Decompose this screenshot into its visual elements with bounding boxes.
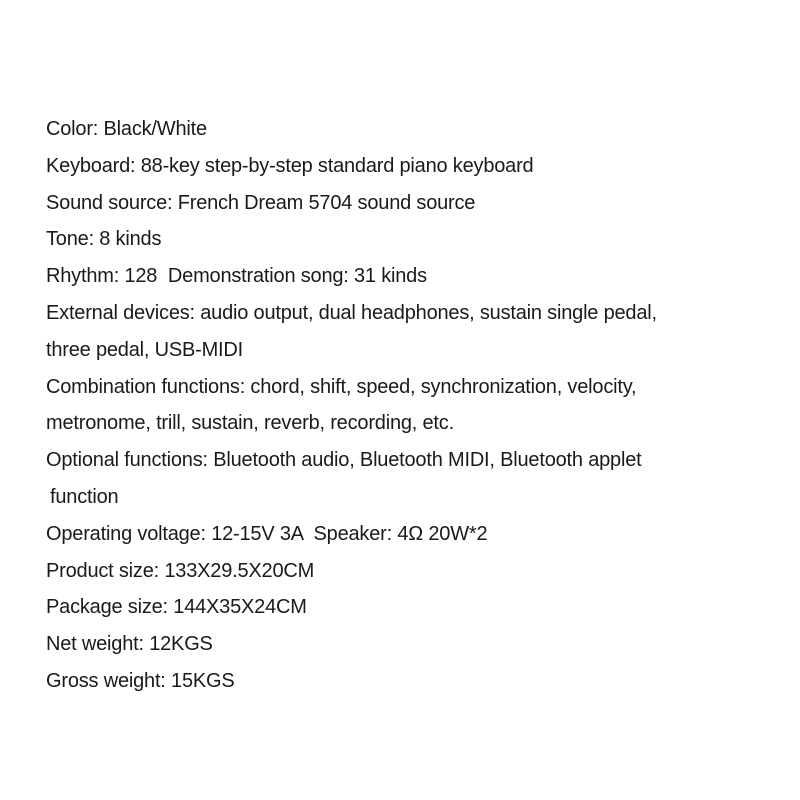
spec-combination-functions-cont: metronome, trill, sustain, reverb, recording, etc. xyxy=(46,412,454,435)
spec-external-devices-cont: three pedal, USB-MIDI xyxy=(46,338,243,361)
spec-color: Color: Black/White xyxy=(46,118,207,140)
spec-rhythm: Rhythm: 128 Demonstration song: 31 kinds xyxy=(46,265,427,288)
spec-optional-functions: Optional functions: Bluetooth audio, Bluetooth MIDI, Bluetooth applet xyxy=(46,449,642,472)
spec-external-devices: External devices: audio output, dual headphones, sustain single pedal, xyxy=(46,301,657,324)
spec-operating-voltage: Operating voltage: 12-15V 3A Speaker: 4Ω 20W*2 xyxy=(46,522,488,545)
spec-gross-weight: Gross weight: 15KGS xyxy=(46,669,235,692)
spec-package-size: Package size: 144X35X24CM xyxy=(46,596,307,619)
spec-net-weight: Net weight: 12KGS xyxy=(46,633,213,656)
spec-combination-functions: Combination functions: chord, shift, speed, synchronization, velocity, xyxy=(46,375,637,398)
spec-keyboard: Keyboard: 88-key step-by-step standard piano keyboard xyxy=(46,154,534,177)
spec-tone: Tone: 8 kinds xyxy=(46,228,162,251)
spec-sound-source: Sound source: French Dream 5704 sound source xyxy=(46,191,476,214)
spec-sheet xyxy=(46,111,786,700)
spec-product-size: Product size: 133X29.5X20CM xyxy=(46,559,315,582)
spec-optional-functions-cont: function xyxy=(50,485,119,508)
